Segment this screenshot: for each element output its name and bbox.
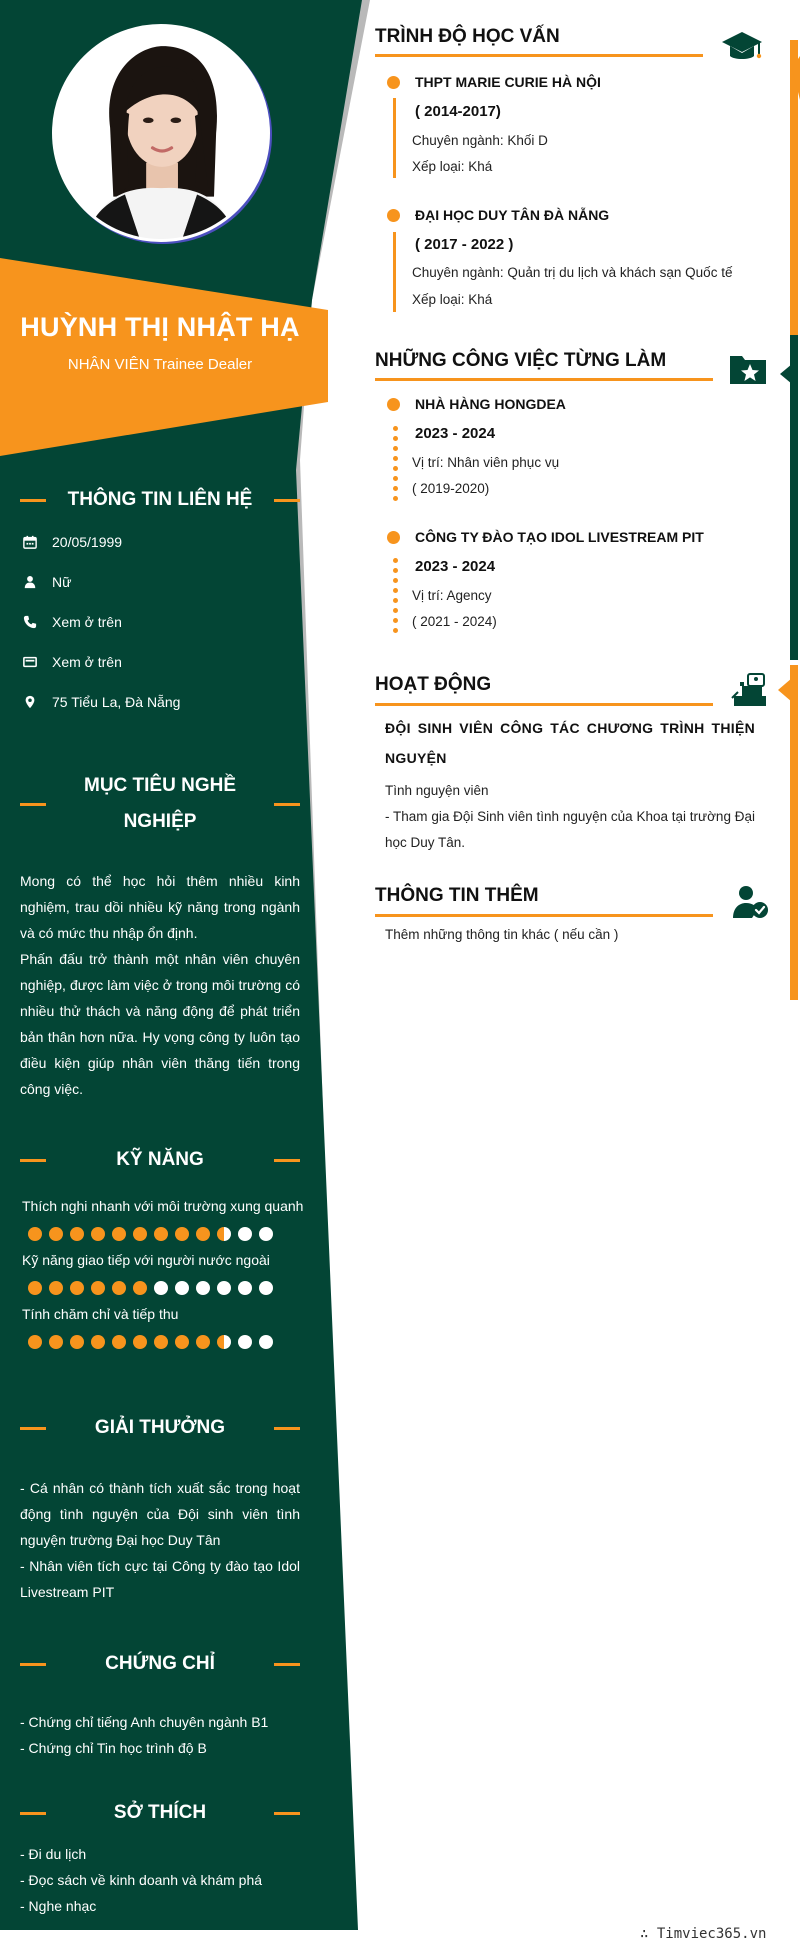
contact-address: [20, 694, 300, 710]
right-strip-arrows: [770, 0, 800, 1000]
skill-dot: [70, 1335, 84, 1349]
experience-years-1: ( 2019-2020): [412, 481, 490, 496]
skill-dot: [217, 1227, 231, 1241]
education-heading: TRÌNH ĐỘ HỌC VẤN: [375, 26, 560, 47]
activity-role: Tình nguyện viên: [385, 783, 489, 798]
person-icon: [20, 574, 40, 590]
address-text: 75 Tiểu La, Đà Nẵng: [52, 694, 181, 710]
skill-dot: [49, 1281, 63, 1295]
heading-dash: [20, 499, 46, 502]
education-bullet-2: [387, 209, 400, 222]
heading-dash: [274, 1427, 300, 1430]
skill-dot: [91, 1281, 105, 1295]
heading-dash: [274, 499, 300, 502]
heading-dash: [274, 1159, 300, 1162]
skill-dot: [49, 1335, 63, 1349]
candidate-name: HUỲNH THỊ NHẬT HẠ: [20, 312, 300, 342]
more-info-heading-underline: [375, 914, 713, 917]
activity-description: - Tham gia Đội Sinh viên tình nguyện của Khoa tại trường Đại học Duy Tân.: [385, 809, 755, 850]
hobbies-heading-text: SỞ THÍCH: [113, 1802, 207, 1823]
skill-dot: [70, 1281, 84, 1295]
podium-icon: [730, 668, 770, 708]
heading-dash: [274, 1663, 300, 1666]
location-icon: [20, 694, 40, 710]
certificates-heading-text: CHỨNG CHỈ: [105, 1653, 215, 1674]
skills-heading-text: KỸ NĂNG: [116, 1149, 204, 1170]
education-grade-1: Xếp loại: Khá: [412, 159, 493, 174]
skill-dot: [112, 1227, 126, 1241]
heading-dash: [20, 1159, 46, 1162]
skill-dot: [196, 1335, 210, 1349]
skill-dot: [196, 1281, 210, 1295]
heading-dash: [274, 1812, 300, 1815]
phone-icon: [20, 614, 40, 630]
skill-dot: [28, 1281, 42, 1295]
education-bullet-1: [387, 76, 400, 89]
contact-phone: [20, 614, 300, 630]
skill-dot: [70, 1227, 84, 1241]
objective-heading: [20, 768, 300, 840]
experience-bullet-1: [387, 398, 400, 411]
contact-gender: [20, 574, 300, 590]
skill-dot: [238, 1227, 252, 1241]
experience-company-2: CÔNG TY ĐÀO TẠO IDOL LIVESTREAM PIT: [415, 529, 704, 545]
skill-label-3: Tính chăm chỉ và tiếp thu: [22, 1306, 179, 1322]
education-school-1: THPT MARIE CURIE HÀ NỘI: [415, 74, 601, 90]
skill-dot: [28, 1227, 42, 1241]
education-school-2: ĐẠI HỌC DUY TÂN ĐÀ NẴNG: [415, 207, 610, 223]
watermark: ∴ Timviec365.vn: [640, 1926, 767, 1942]
skill-dot: [133, 1227, 147, 1241]
heading-dash: [274, 803, 300, 806]
experience-years-2: ( 2021 - 2024): [412, 614, 497, 629]
skill-dot: [175, 1335, 189, 1349]
education-period-1: ( 2014-2017): [415, 103, 501, 120]
objective-text: Mong có thể học hỏi thêm nhiều kinh nghiệm, trau dồi nhiều kỹ năng trong ngành và có mức thu nhập ổn định. Phấn đấu trở thành một nhân viên chuyên nghiệp, được làm việc ở trong môi trường có nhiều thử thách và năng động để phát triển bản thân hơn nữa. Hy vọng công ty luôn tạo điều kiện giúp nhân viên thăng tiến trong công việc.: [20, 873, 300, 1097]
education-period-2: ( 2017 - 2022 ): [415, 236, 514, 253]
skill-label-1: Thích nghi nhanh với môi trường xung quanh: [22, 1198, 304, 1214]
education-major-1: Chuyên ngành: Khối D: [412, 133, 548, 148]
contact-heading-text: THÔNG TIN LIÊN HỆ: [67, 489, 253, 510]
contact-heading: [20, 482, 300, 518]
contact-email: [20, 654, 300, 670]
skill-dot: [238, 1281, 252, 1295]
heading-dash: [20, 1427, 46, 1430]
experience-period-1: 2023 - 2024: [415, 425, 496, 442]
education-heading-underline: [375, 54, 703, 57]
skill-dot: [133, 1281, 147, 1295]
skill-dot: [154, 1335, 168, 1349]
skill-dot: [217, 1281, 231, 1295]
education-bar-2: [393, 232, 396, 312]
email-icon: [20, 654, 40, 670]
experience-position-1: Vị trí: Nhân viên phục vụ: [412, 455, 560, 470]
skill-dot: [154, 1227, 168, 1241]
skill-dot: [217, 1335, 231, 1349]
skill-dot: [91, 1227, 105, 1241]
hobbies-heading: [20, 1795, 300, 1831]
job-title: NHÂN VIÊN Trainee Dealer: [67, 356, 253, 373]
objective-heading-line1: MỤC TIÊU NGHỀ: [84, 775, 236, 796]
skill-dot: [175, 1281, 189, 1295]
experience-dots-1: [393, 426, 398, 501]
awards-text: - Cá nhân có thành tích xuất sắc trong hoạt động tình nguyện của Đội sinh viên tình nguyện trường Đại học Duy Tân - Nhân viên tích cực tại Công ty đào tạo Idol Livestream PIT: [20, 1480, 300, 1600]
star-folder-icon: [728, 350, 768, 386]
skill-dot: [133, 1335, 147, 1349]
skills-heading: [20, 1142, 300, 1178]
skill-dot: [91, 1335, 105, 1349]
activities-heading-underline: [375, 703, 713, 706]
skill-dot: [154, 1281, 168, 1295]
experience-position-2: Vị trí: Agency: [412, 588, 492, 603]
email-text: Xem ở trên: [52, 654, 122, 670]
skill-rating-3: [28, 1335, 273, 1349]
certificates-text: - Chứng chỉ tiếng Anh chuyên ngành B1 - Chứng chỉ Tin học trình độ B: [20, 1714, 269, 1756]
education-grade-2: Xếp loại: Khá: [412, 292, 493, 307]
heading-dash: [20, 1812, 46, 1815]
experience-bullet-2: [387, 531, 400, 544]
skill-rating-1: [28, 1227, 273, 1241]
hobbies-text: - Đi du lịch - Đọc sách về kinh doanh và khám phá - Nghe nhạc: [20, 1846, 263, 1914]
experience-period-2: 2023 - 2024: [415, 558, 496, 575]
activities-heading: HOẠT ĐỘNG: [375, 674, 492, 695]
skill-dot: [238, 1335, 252, 1349]
skill-dot: [112, 1281, 126, 1295]
heading-dash: [20, 1663, 46, 1666]
activity-title: ĐỘI SINH VIÊN CÔNG TÁC CHƯƠNG TRÌNH THIỆN NGUYỆN: [385, 720, 755, 766]
awards-heading-text: GIẢI THƯỞNG: [94, 1417, 226, 1438]
certificates-heading: [20, 1646, 300, 1682]
graduation-cap-icon: [720, 28, 764, 68]
education-major-2: Chuyên ngành: Quản trị du lịch và khách sạn Quốc tế: [412, 265, 733, 280]
education-bar-1: [393, 98, 396, 178]
skill-dot: [49, 1227, 63, 1241]
skill-dot: [28, 1335, 42, 1349]
more-info-heading: THÔNG TIN THÊM: [375, 885, 539, 906]
gender-text: Nữ: [52, 574, 72, 590]
skill-dot: [259, 1281, 273, 1295]
experience-heading: NHỮNG CÔNG VIỆC TỪNG LÀM: [375, 350, 667, 371]
skill-label-2: Kỹ năng giao tiếp với người nước ngoài: [22, 1252, 270, 1268]
phone-text: Xem ở trên: [52, 614, 122, 630]
skill-rating-2: [28, 1281, 273, 1295]
heading-dash: [20, 803, 46, 806]
skill-dot: [196, 1227, 210, 1241]
experience-company-1: NHÀ HÀNG HONGDEA: [415, 396, 566, 412]
objective-heading-text: [46, 768, 274, 840]
more-info-text: Thêm những thông tin khác ( nếu cần ): [385, 927, 619, 942]
avatar: [52, 24, 270, 242]
skill-dot: [112, 1335, 126, 1349]
skill-dot: [175, 1227, 189, 1241]
user-check-icon: [732, 884, 770, 920]
calendar-icon: [20, 534, 40, 550]
skill-dot: [259, 1335, 273, 1349]
awards-heading: [20, 1410, 300, 1446]
objective-heading-line2: NGHIỆP: [123, 811, 197, 832]
experience-heading-underline: [375, 378, 713, 381]
experience-dots-2: [393, 558, 398, 633]
contact-birthday: [20, 534, 300, 550]
skill-dot: [259, 1227, 273, 1241]
birthday-text: 20/05/1999: [52, 534, 123, 550]
